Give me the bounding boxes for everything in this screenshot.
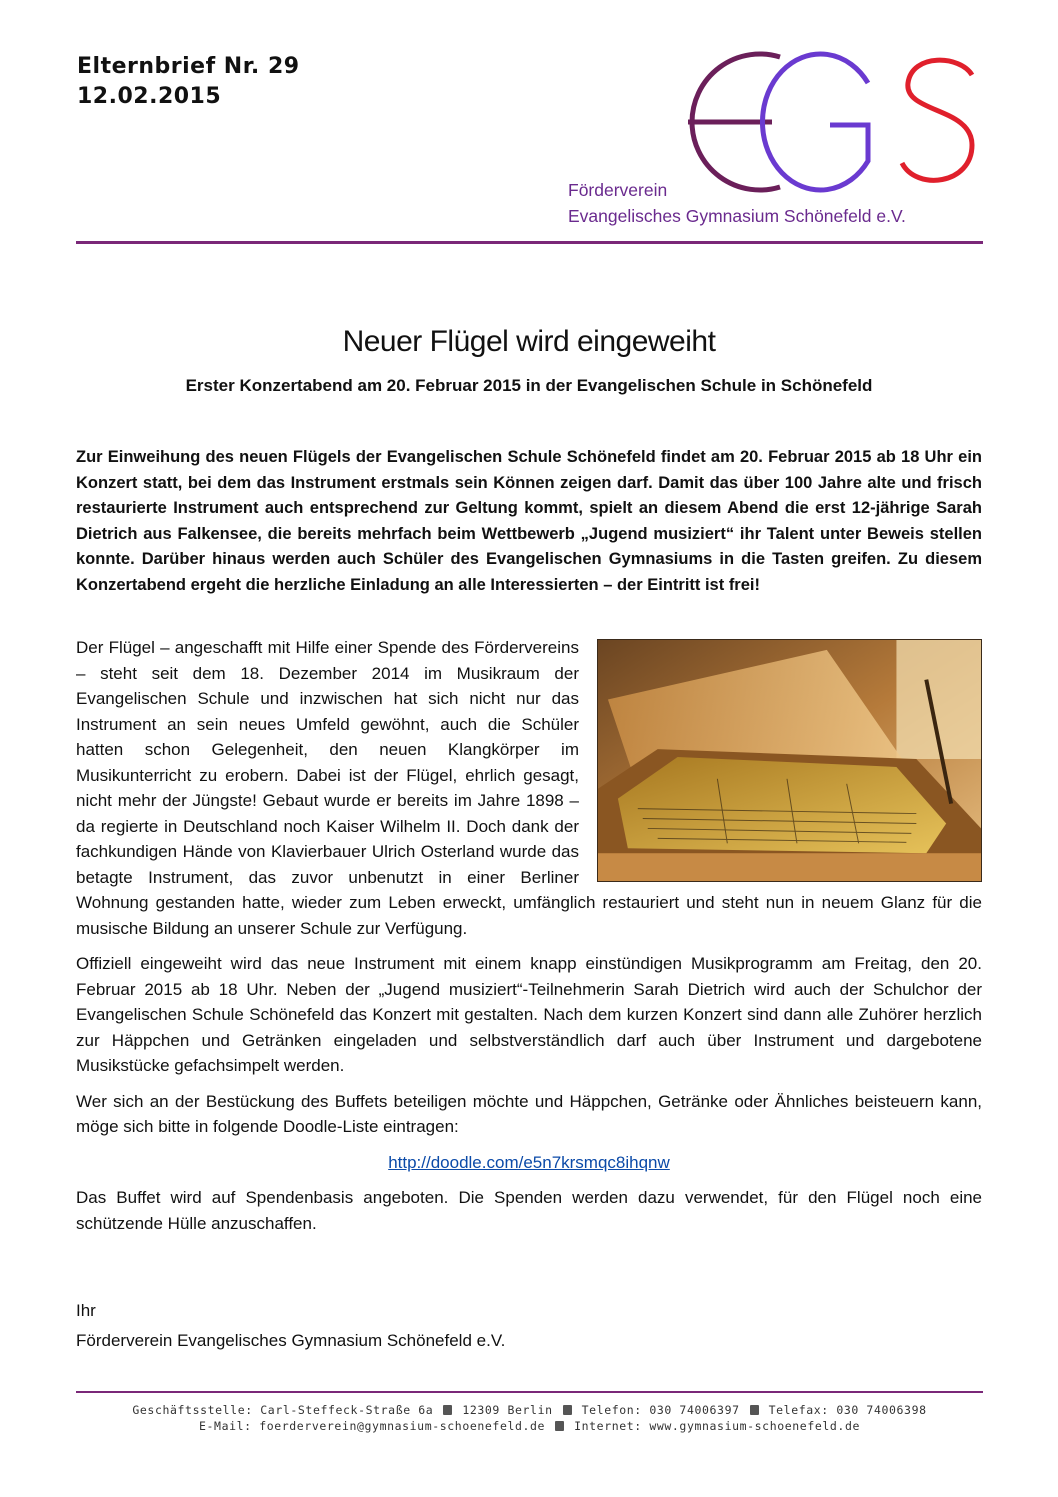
footer-fax: Telefax: 030 74006398 bbox=[768, 1403, 927, 1417]
article-lead: Zur Einweihung des neuen Flügels der Evangelischen Schule Schönefeld findet am 20. Februar 2015 ab 18 Uhr ein Konzert statt, bei dem das Instrument erstmals sein Können zeigen darf. Damit das über 100 Jahre alte und frisch restaurierte Instrument auch entsprechend zur Geltung kommt, spielt an diesem Abend die erst 12-jährige Sarah Dietrich aus Falkensee, die bereits mehrfach beim Wettbewerb „Jugend musiziert“ ihr Talent unter Beweis stellen konnte. Darüber hinaus werden auch Schüler des Evangelischen Gymnasiums in die Tasten greifen. Zu diesem Konzertabend ergeht die herzliche Einladung an alle Interessierten – der Eintritt ist frei! bbox=[76, 448, 982, 594]
logo-letter-s bbox=[902, 60, 972, 180]
piano-image bbox=[598, 640, 981, 881]
footer-line-2 bbox=[76, 1418, 983, 1434]
article-paragraph-4: Das Buffet wird auf Spendenbasis angeboten. Die Spenden werden dazu verwendet, für den Flügel noch eine schützende Hülle anzuschaffen. bbox=[76, 1188, 982, 1233]
footer bbox=[76, 1402, 983, 1434]
closing-greeting: Ihr bbox=[76, 1301, 96, 1320]
article-subtitle: Erster Konzertabend am 20. Februar 2015 in der Evangelischen Schule in Schönefeld bbox=[185, 376, 873, 395]
footer-divider bbox=[76, 1391, 983, 1393]
footer-office: Geschäftsstelle: Carl-Steffeck-Straße 6a bbox=[132, 1403, 434, 1417]
issue-header bbox=[77, 52, 300, 112]
article-title: Neuer Flügel wird eingeweiht bbox=[342, 325, 716, 358]
egs-logo bbox=[560, 45, 990, 230]
logo-text bbox=[568, 177, 906, 229]
logo-line-2: Evangelisches Gymnasium Schönefeld e.V. bbox=[568, 206, 906, 226]
footer-city: 12309 Berlin bbox=[462, 1403, 553, 1417]
logo-line-1: Förderverein bbox=[568, 180, 668, 200]
separator-icon bbox=[563, 1405, 572, 1415]
footer-line-1 bbox=[76, 1402, 983, 1418]
separator-icon bbox=[750, 1405, 759, 1415]
header-divider bbox=[76, 241, 983, 244]
closing bbox=[76, 1296, 982, 1356]
footer-phone: Telefon: 030 74006397 bbox=[581, 1403, 740, 1417]
piano-photo bbox=[597, 639, 982, 882]
footer-email[interactable]: E-Mail: foerderverein@gymnasium-schoenefeld.de bbox=[199, 1419, 546, 1433]
footer-internet[interactable]: Internet: www.gymnasium-schoenefeld.de bbox=[574, 1419, 860, 1433]
separator-icon bbox=[555, 1421, 564, 1431]
issue-number: Elternbrief Nr. 29 bbox=[77, 54, 300, 79]
doodle-link[interactable]: http://doodle.com/e5n7krsmqc8ihqnw bbox=[388, 1152, 670, 1172]
issue-date: 12.02.2015 bbox=[77, 84, 222, 109]
logo-letter-g bbox=[762, 54, 868, 190]
separator-icon bbox=[443, 1405, 452, 1415]
article-body bbox=[76, 635, 982, 1246]
closing-signature: Förderverein Evangelisches Gymnasium Schönefeld e.V. bbox=[76, 1331, 506, 1350]
article-paragraph-2: Offiziell eingeweiht wird das neue Instrument mit einem knapp einstündigen Musikprogramm am Freitag, den 20. Februar 2015 ab 18 Uhr. Neben der „Jugend musiziert“-Teilnehmerin Sarah Dietrich wird auch der Schulchor der Evangelischen Schule Schönefeld das Konzert mit gestalten. Nach dem kurzen Konzert sind dann alle Zuhörer herzlich zur Häppchen und Getränken eingeladen und selbstverständlich darf auch über Instrument und dargebotene Musikstücke gefachsimpelt werden. bbox=[76, 954, 982, 1075]
article-paragraph-1: Der Flügel – angeschafft mit Hilfe einer Spende des Fördervereins – steht seit dem 18. Dezember 2014 im Musikraum der Evangelischen Schule und inzwischen hat sich nicht nur das Instrument an sein neues Umfeld gewöhnt, auch die Schüler hatten schon Gelegenheit, den neuen Klangkörper im Musikunterricht zu erobern. Dabei ist der Flügel, ehrlich gesagt, nicht mehr der Jüngste! Gebaut wurde er bereits im Jahre 1898 – da regierte in Deutschland noch Kaiser Wilhelm II. Doch dank der fachkundigen Hände von Klavierbauer Ulrich Osterland wurde das betagte Instrument, das zuvor unbenutzt in einer Berliner Wohnung gestanden hatte, wieder zum Leben erweckt, umfänglich restauriert und steht nun in neuem Glanz für die musische Bildung an unserer Schule zur Verfügung. bbox=[76, 638, 982, 938]
article-paragraph-3: Wer sich an der Bestückung des Buffets beteiligen möchte und Häppchen, Getränke oder Ähnliches beisteuern kann, möge sich bitte in folgende Doodle-Liste eintragen: bbox=[76, 1091, 982, 1136]
